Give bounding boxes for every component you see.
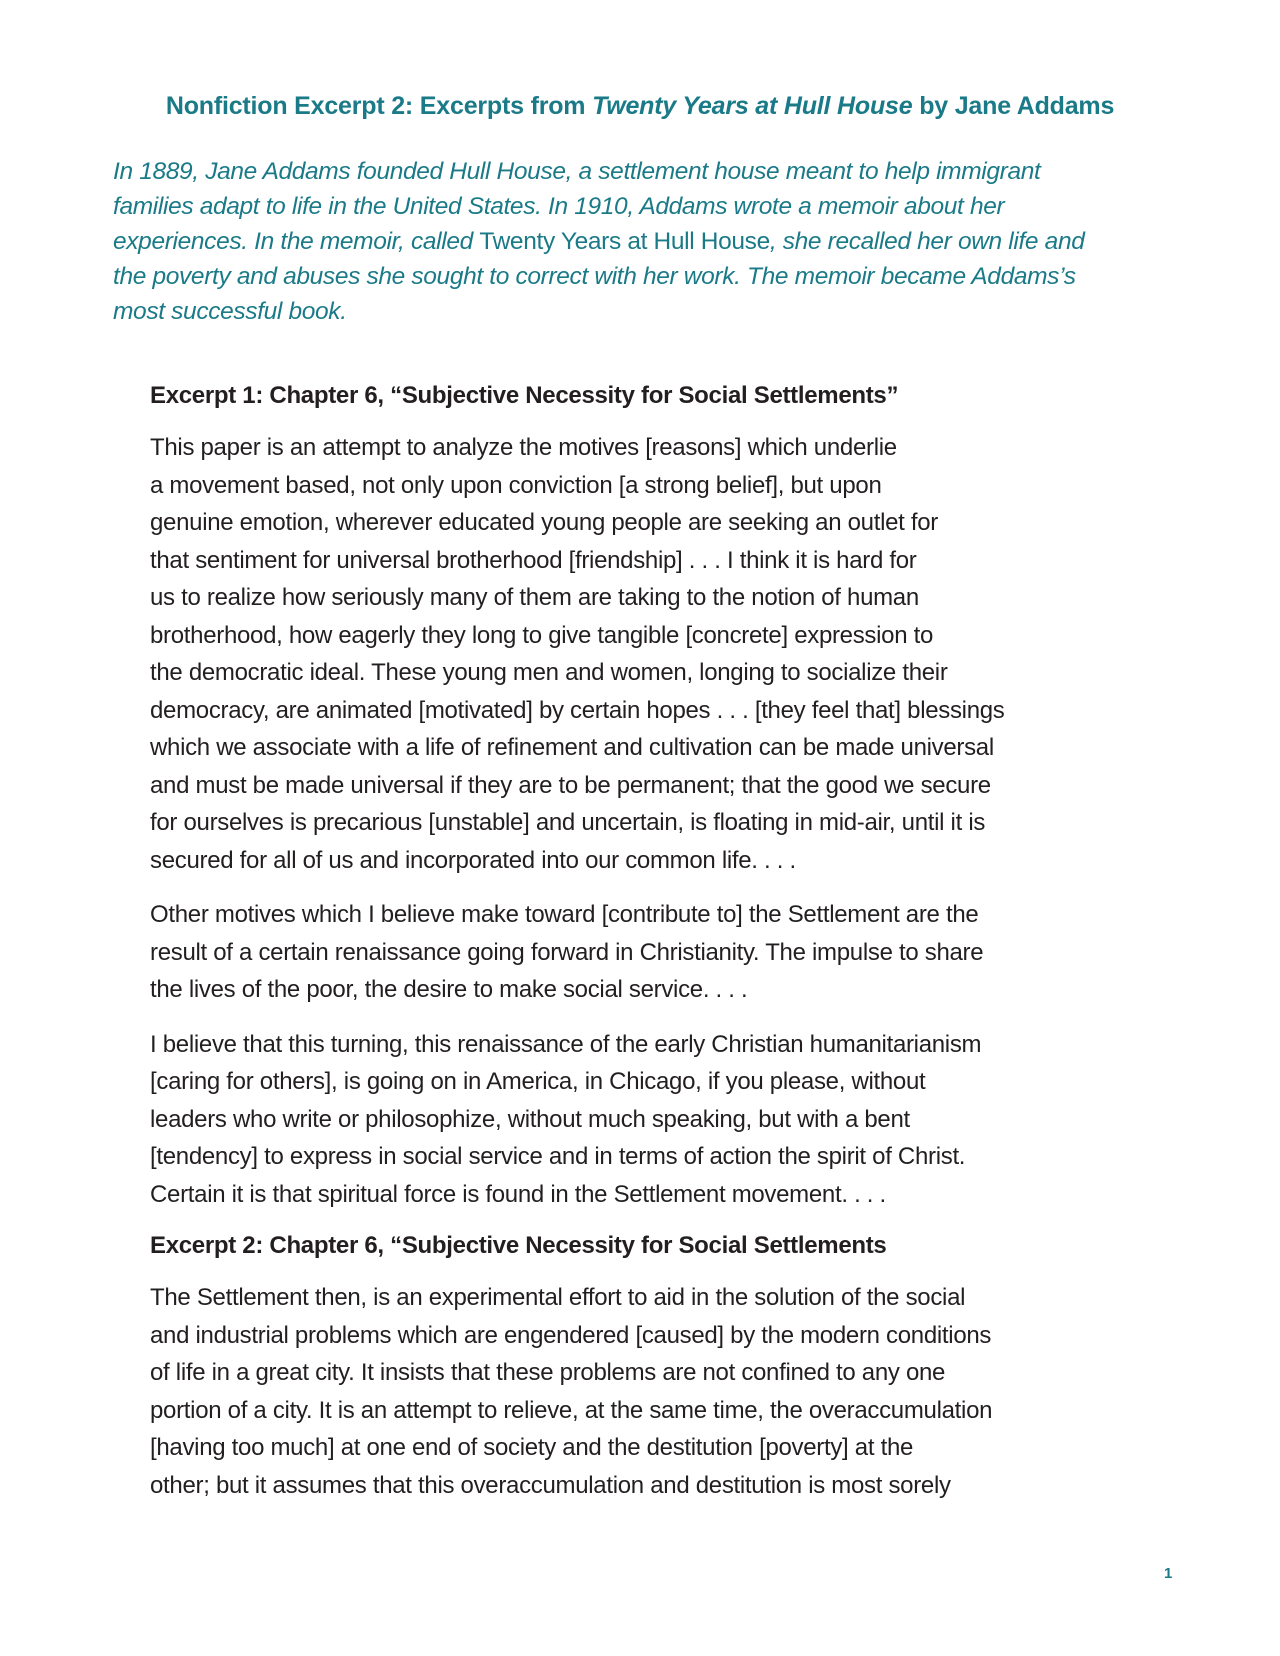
intro-line: In 1889, Jane Addams founded Hull House, a settlement house meant to help immigrant xyxy=(113,158,1041,185)
text-line: genuine emotion, wherever educated young people are seeking an outlet for xyxy=(150,509,938,536)
excerpt-1-heading: Excerpt 1: Chapter 6, “Subjective Necessity for Social Settlements” xyxy=(150,382,899,409)
excerpt-1-paragraph-1 xyxy=(150,429,1160,879)
text-line: leaders who write or philosophize, without much speaking, but with a bent xyxy=(150,1105,910,1133)
excerpt-1-paragraph-3 xyxy=(150,1026,1160,1214)
text-line: This paper is an attempt to analyze the motives [reasons] which underlie xyxy=(150,434,897,461)
text-line: secured for all of us and incorporated into our common life. . . . xyxy=(150,846,796,874)
text-line: that sentiment for universal brotherhood [friendship] . . . I think it is hard for xyxy=(150,546,917,574)
text-line: Other motives which I believe make toward [contribute to] the Settlement are the xyxy=(150,901,979,928)
text-line: other; but it assumes that this overaccumulation and destitution is most sorely xyxy=(150,1471,951,1499)
page-title xyxy=(0,92,1280,121)
title-suffix: by Jane Addams xyxy=(912,92,1115,120)
excerpts-content xyxy=(150,380,1160,1521)
text-line: which we associate with a life of refinement and cultivation can be made universal xyxy=(150,734,994,761)
text-line: I believe that this turning, this renaissance of the early Christian humanitarianism xyxy=(150,1030,982,1058)
title-book: Twenty Years at Hull House xyxy=(592,92,913,120)
text-line: and industrial problems which are engendered [caused] by the modern conditions xyxy=(150,1321,992,1349)
intro-paragraph xyxy=(113,154,1188,329)
intro-line3-post: , she recalled her own life and xyxy=(769,228,1085,255)
text-line: the democratic ideal. These young men and women, longing to socialize their xyxy=(150,659,948,686)
intro-line: most successful book. xyxy=(113,298,347,325)
text-line: [having too much] at one end of society and the destitution [poverty] at the xyxy=(150,1434,914,1461)
text-line: and must be made universal if they are to be permanent; that the good we secure xyxy=(150,771,991,799)
intro-line: the poverty and abuses she sought to correct with her work. The memoir became Addams’s xyxy=(113,263,1076,290)
text-line: the lives of the poor, the desire to make social service. . . . xyxy=(150,976,748,1003)
text-line: The Settlement then, is an experimental effort to aid in the solution of the social xyxy=(150,1284,966,1311)
intro-line xyxy=(113,224,1188,259)
text-line: us to realize how seriously many of them are taking to the notion of human xyxy=(150,584,919,611)
text-line: Certain it is that spiritual force is found in the Settlement movement. . . . xyxy=(150,1180,886,1208)
intro-line3-pre: experiences. In the memoir, called xyxy=(113,228,480,255)
title-prefix: Nonfiction Excerpt 2: Excerpts from xyxy=(165,92,593,120)
text-line: democracy, are animated [motivated] by certain hopes . . . [they feel that] blessings xyxy=(150,696,1005,724)
text-line: for ourselves is precarious [unstable] and uncertain, is floating in mid-air, until it is xyxy=(150,809,986,836)
excerpt-2-paragraph-1 xyxy=(150,1279,1160,1504)
page-number: 1 xyxy=(1164,1565,1173,1582)
excerpt-1-paragraph-2 xyxy=(150,896,1160,1009)
text-line: brotherhood, how eagerly they long to give tangible [concrete] expression to xyxy=(150,621,934,649)
intro-book-title: Twenty Years at Hull House xyxy=(479,228,770,255)
text-line: result of a certain renaissance going forward in Christianity. The impulse to share xyxy=(150,938,984,966)
text-line: [tendency] to express in social service and in terms of action the spirit of Christ. xyxy=(150,1143,966,1170)
text-line: portion of a city. It is an attempt to relieve, at the same time, the overaccumulation xyxy=(150,1396,993,1424)
text-line: a movement based, not only upon conviction [a strong belief], but upon xyxy=(150,471,882,499)
text-line: of life in a great city. It insists that these problems are not confined to any one xyxy=(150,1359,946,1386)
text-line: [caring for others], is going on in America, in Chicago, if you please, without xyxy=(150,1068,926,1095)
excerpt-2-heading: Excerpt 2: Chapter 6, “Subjective Necessity for Social Settlements xyxy=(150,1232,887,1259)
intro-line: families adapt to life in the United States. In 1910, Addams wrote a memoir about her xyxy=(113,193,1005,220)
